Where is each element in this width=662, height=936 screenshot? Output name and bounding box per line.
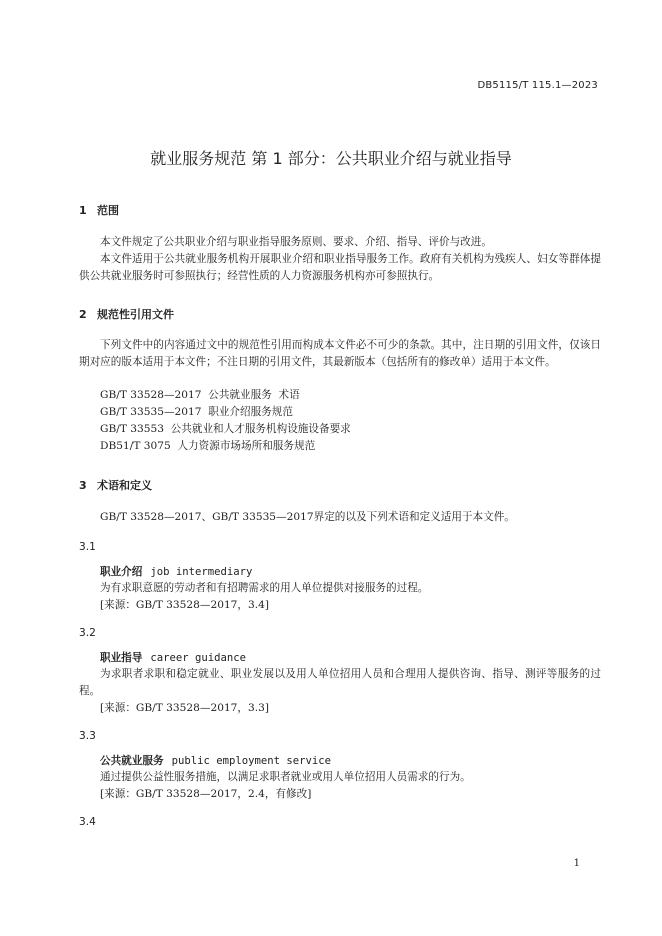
paragraph: 下列文件中的内容通过文中的规范性引用而构成本文件必不可少的条款。其中，注日期的引用文件，仅该日期对应的版本适用于本文件；不注日期的引用文件，其最新版本（包括所有的修改单）适用于本文件。 xyxy=(79,339,601,368)
term-name-en: job intermediary xyxy=(150,566,253,578)
term-definition: 通过提供公益性服务措施，以满足求职者就业或用人单位招用人员需求的行为。 xyxy=(100,771,471,783)
reference-item: GB/T 33553 公共就业和人才服务机构设施设备要求 xyxy=(100,423,351,435)
section-2-heading xyxy=(79,306,174,322)
term-name-zh: 公共就业服务 xyxy=(100,755,164,767)
term-number: 3.2 xyxy=(79,627,96,639)
term-number: 3.4 xyxy=(79,816,96,828)
document-title: 就业服务规范 第 1 部分：公共职业介绍与就业指导 xyxy=(150,149,512,168)
document-code: DB5115/T 115.1—2023 xyxy=(477,80,598,91)
term-name xyxy=(100,650,246,665)
reference-item: GB/T 33528—2017 公共就业服务 术语 xyxy=(100,389,300,401)
section-number: 3 xyxy=(79,479,87,492)
reference-item: DB51/T 3075 人力资源市场场所和服务规范 xyxy=(100,440,316,452)
term-number: 3.3 xyxy=(79,730,96,742)
section-3-heading xyxy=(79,477,152,493)
term-name-en: public employment service xyxy=(171,755,332,767)
term-name-en: career guidance xyxy=(150,652,247,664)
paragraph: GB/T 33528—2017、GB/T 33535—2017界定的以及下列术语和定义适用于本文件。 xyxy=(100,511,515,523)
section-title: 术语和定义 xyxy=(97,479,152,492)
term-definition: 为有求职意愿的劳动者和有招聘需求的用人单位提供对接服务的过程。 xyxy=(100,582,429,594)
paragraph: 本文件规定了公共职业介绍与职业指导服务原则、要求、介绍、指导、评价与改进。 xyxy=(100,236,492,248)
term-source: [来源：GB/T 33528—2017，2.4，有修改] xyxy=(100,788,312,800)
term-name-zh: 职业指导 xyxy=(100,652,143,664)
page-number: 1 xyxy=(573,858,580,869)
section-title: 规范性引用文件 xyxy=(97,308,174,321)
section-number: 2 xyxy=(79,308,87,321)
section-title: 范围 xyxy=(97,204,119,217)
term-name-zh: 职业介绍 xyxy=(100,566,143,578)
term-source: [来源：GB/T 33528—2017，3.3] xyxy=(100,702,269,714)
reference-item: GB/T 33535—2017 职业介绍服务规范 xyxy=(100,406,293,418)
term-source: [来源：GB/T 33528—2017，3.4] xyxy=(100,599,269,611)
term-definition: 为求职者求职和稳定就业、职业发展以及用人单位招用人员和合理用人提供咨询、指导、测评等服务的过程。 xyxy=(79,668,601,697)
section-1-heading xyxy=(79,202,119,218)
section-number: 1 xyxy=(79,204,87,217)
term-name xyxy=(100,564,252,579)
term-number: 3.1 xyxy=(79,541,96,553)
term-name xyxy=(100,753,331,768)
paragraph: 本文件适用于公共就业服务机构开展职业介绍和职业指导服务工作。政府有关机构为残疾人、妇女等群体提供公共就业服务时可参照执行；经营性质的人力资源服务机构亦可参照执行。 xyxy=(79,253,601,282)
